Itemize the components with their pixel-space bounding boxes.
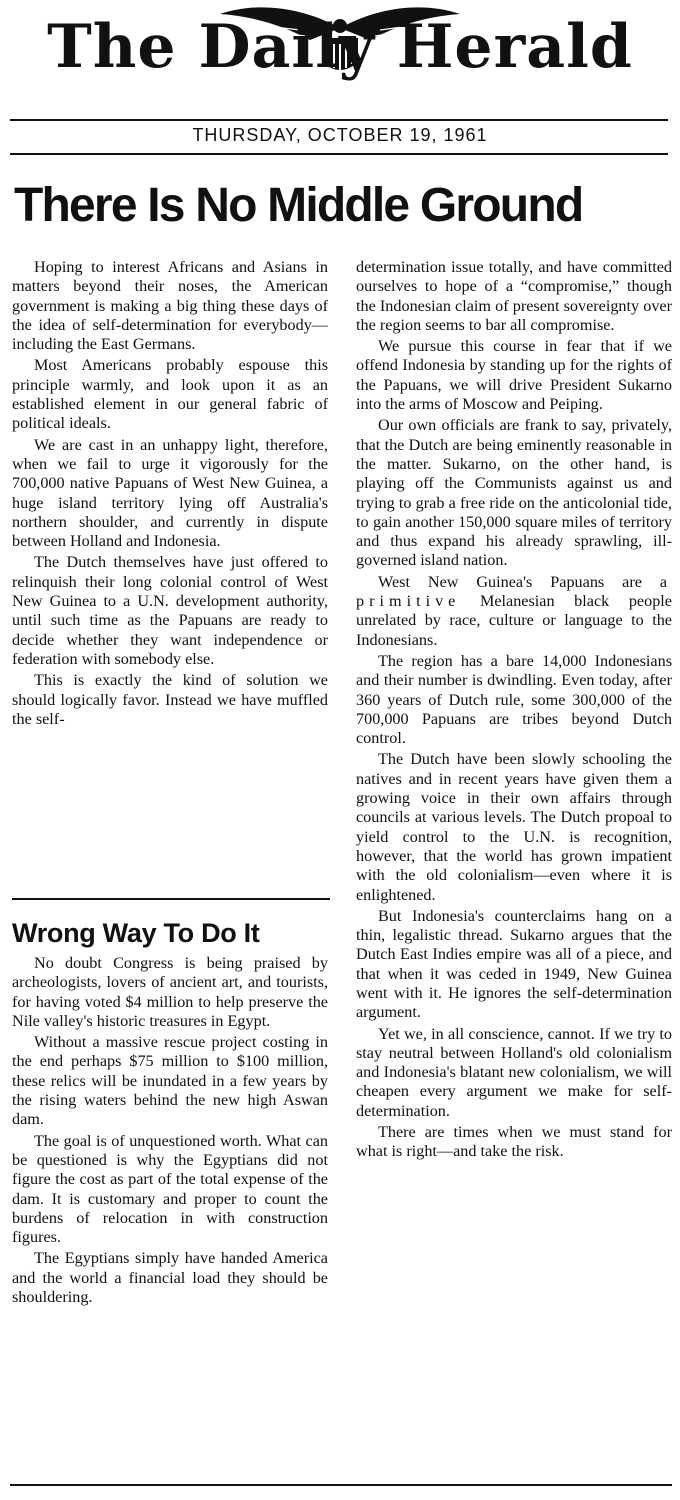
editorial-subhead: Wrong Way To Do It (12, 918, 260, 948)
paragraph: The goal is of unquestioned worth. What can be questioned is why the Egyptians did not figure the cost as part of the total expense of the dam. It is customary and proper to count the burdens of relocation in with construction figures. (12, 1131, 328, 1247)
paragraph: Our own officials are frank to say, privately, that the Dutch are being eminently reasonable in the matter. Sukarno, on the other hand, is playing off the Communists against us and trying to grab a free ride on the anticolonial tide, to gain another 150,000 square miles of territory and thus expand his already sprawling, ill-governed island nation. (356, 416, 672, 570)
paragraph: We are cast in an unhappy light, therefore, when we fail to urge it vigorously for the 700,000 native Papuans of West New Guinea, a huge island territory lying off Australia's northern shoulder, and currently in dispute between Holland and Indonesia. (12, 435, 328, 551)
page-bottom-rule (10, 1484, 672, 1486)
editorial-right-column (356, 258, 672, 1164)
masthead-rule-top (10, 119, 668, 121)
paragraph-continued: determination issue totally, and have committed ourselves to hope of a “compromise,” though the Indonesian claim of present sovereignty over the region seems to bar all compromise. (356, 258, 672, 334)
paragraph: The region has a bare 14,000 Indonesians and their number is dwindling. Even today, after 360 years of Dutch rule, some 300,000 of the 700,000 Papuans are tribes beyond Dutch control. (356, 651, 672, 748)
paragraph: This is exactly the kind of solution we should logically favor. Instead we have muffled the self- (12, 671, 328, 728)
paragraph: We pursue this course in fear that if we offend Indonesia by standing up for the rights of the Papuans, we will drive President Sukarno into the arms of Moscow and Peiping. (356, 337, 672, 414)
editorial2-column (12, 954, 328, 1309)
paragraph: The Dutch have been slowly schooling the natives and in recent years have given them a growing voice in their own affairs through councils at various levels. The Dutch propoal to yield control to the U.N. is recognition, however, that the world has grown impatient with the old colonialism—even where it is enlightened. (356, 750, 672, 904)
text-span: West New Guinea's Papuans are (378, 572, 660, 591)
paragraph-primitive (356, 573, 672, 650)
editorial-left-column (12, 258, 328, 731)
editorial-headline: There Is No Middle Ground (14, 179, 583, 232)
paragraph: Without a massive rescue project costing in the end perhaps $75 million to $100 million, these relics will be inundated in a few years by the rising waters behind the new high Aswan dam. (12, 1033, 328, 1129)
section-divider (12, 898, 330, 900)
paragraph: No doubt Congress is being praised by archeologists, lovers of ancient art, and tourists, for having voted $4 million to help preserve the Nile valley's historic treasures in Egypt. (12, 954, 328, 1030)
paragraph: The Dutch themselves have just offered to relinquish their long colonial control of West New Guinea to a U.N. development authority, until such time as the Papuans are ready to decide whether they want independence or federation with somebody else. (12, 553, 328, 668)
paragraph: But Indonesia's counterclaims hang on a thin, legalistic thread. Sukarno argues that the Dutch East Indies empire was all of a piece, and that when it was ceded in 1949, New Guinea went with it. He ignores the self-determination argument. (356, 906, 672, 1022)
paragraph: There are times when we must stand for what is right—and take the risk. (356, 1123, 672, 1161)
masthead-title: The Daily Herald (47, 12, 633, 82)
masthead-rule-bottom (10, 153, 668, 155)
paragraph: Yet we, in all conscience, cannot. If we try to stay neutral between Holland's old colonialism and Indonesia's blatant new colonialism, we will cheapen every argument we make for self-determination. (356, 1024, 672, 1120)
paragraph: Most Americans probably espouse this principle warmly, and look upon it as an established element in our general fabric of political ideals. (12, 356, 328, 433)
dateline: THURSDAY, OCTOBER 19, 1961 (192, 125, 488, 145)
text-span: Melanesian black people unrelated by race, culture or language to the Indonesians. (356, 592, 672, 649)
spaced-text: a primitive (356, 572, 672, 611)
paragraph: The Egyptians simply have handed America and the world a financial load they should be shouldering. (12, 1249, 328, 1307)
masthead (0, 0, 680, 120)
paragraph: Hoping to interest Africans and Asians in matters beyond their noses, the American government is making a big thing these days of the idea of self-determination for everybody—including the East Germans. (12, 258, 328, 354)
